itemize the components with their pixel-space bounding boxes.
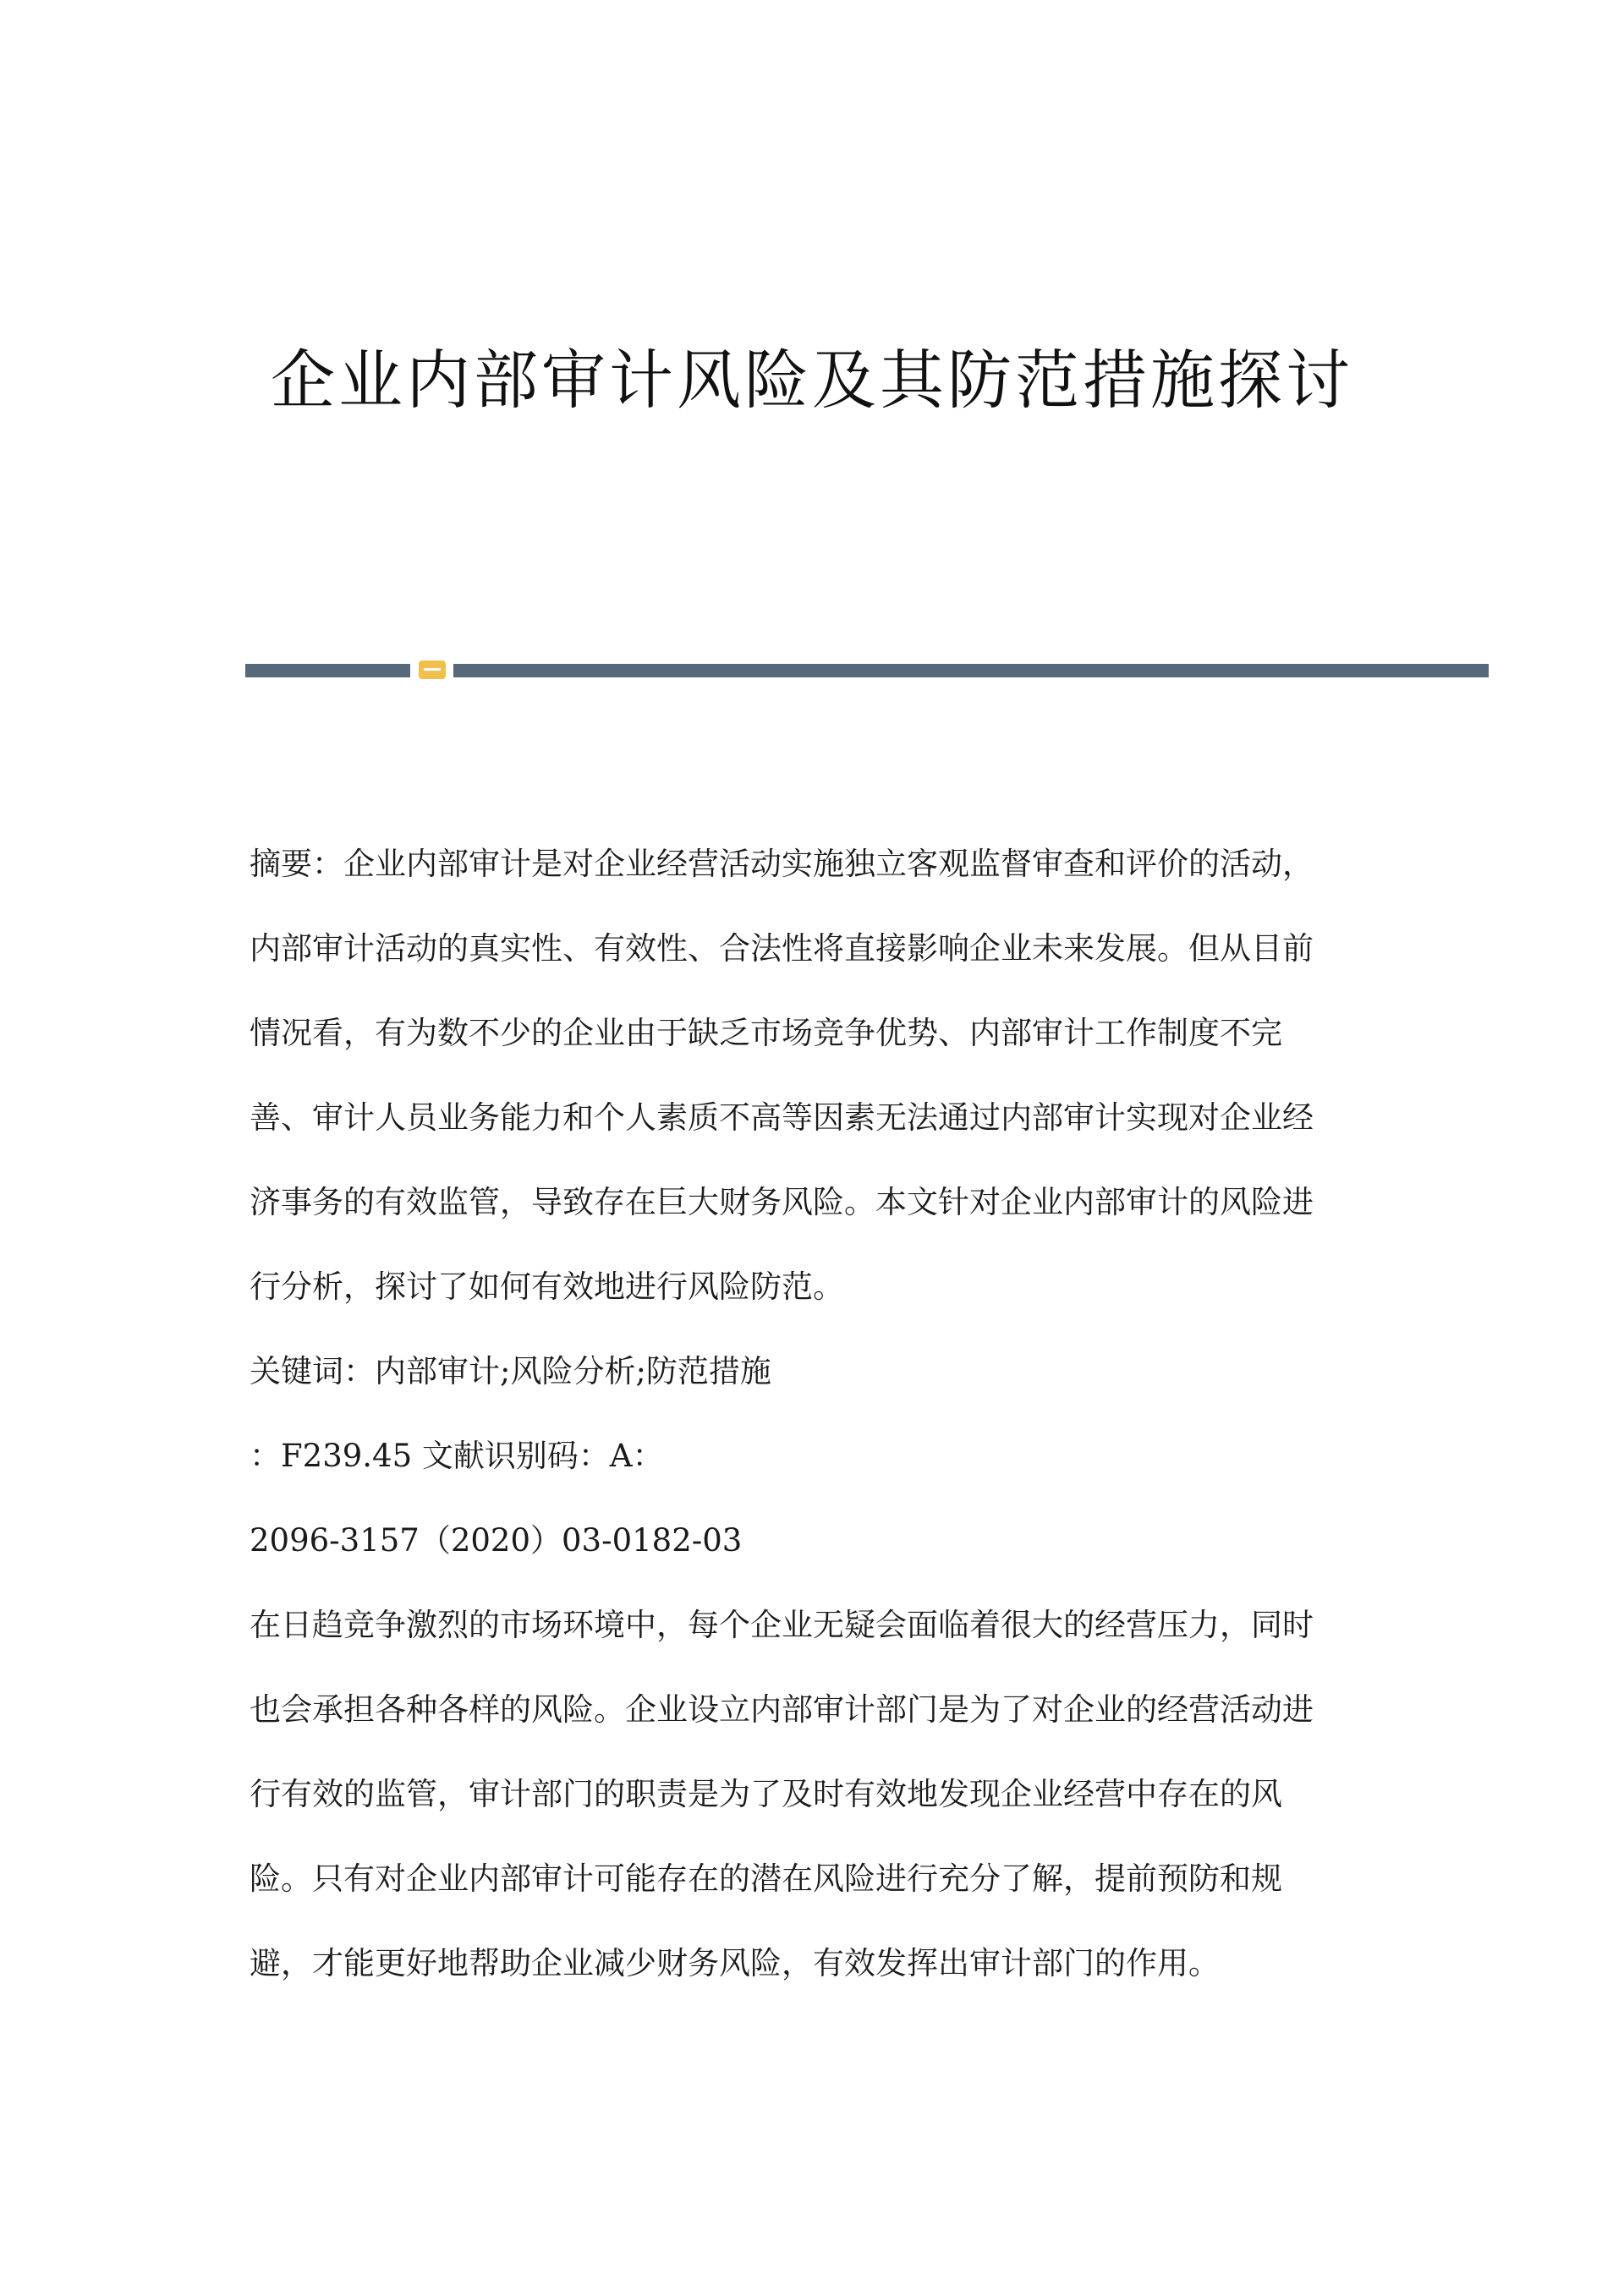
classification-paragraph <box>250 1414 1374 1499</box>
divider-bar-right <box>453 664 1489 677</box>
document-title: 企业内部审计风险及其防范措施探讨 <box>271 342 1353 418</box>
intro-line: 行有效的监管，审计部门的职责是为了及时有效地发现企业经营中存在的风 <box>250 1776 1282 1812</box>
intro-line: 险。只有对企业内部审计可能存在的潜在风险进行充分了解，提前预防和规 <box>250 1860 1282 1897</box>
intro-line: 在日趋竞争激烈的市场环境中，每个企业无疑会面临着很大的经营压力，同时 <box>250 1607 1314 1643</box>
intro-paragraph <box>250 1583 1374 2006</box>
abstract-line: 善、审计人员业务能力和个人素质不高等因素无法通过内部审计实现对企业经 <box>250 1099 1314 1136</box>
abstract-line: 济事务的有效监管，导致存在巨大财务风险。本文针对企业内部审计的风险进 <box>250 1184 1314 1220</box>
article-number-paragraph <box>250 1499 1374 1583</box>
divider-bar-left <box>245 664 410 677</box>
keywords-line: 关键词：内部审计;风险分析;防范措施 <box>250 1353 771 1389</box>
intro-line: 也会承担各种各样的风险。企业设立内部审计部门是为了对企业的经营活动进 <box>250 1691 1314 1728</box>
abstract-line: 情况看，有为数不少的企业由于缺乏市场竞争优势、内部审计工作制度不完 <box>250 1015 1282 1051</box>
abstract-paragraph <box>250 822 1374 1329</box>
divider-marker-icon <box>419 660 446 679</box>
abstract-line: 摘要：企业内部审计是对企业经营活动实施独立客观监督审查和评价的活动， <box>250 846 1314 882</box>
abstract-line: 行分析，探讨了如何有效地进行风险防范。 <box>250 1269 844 1305</box>
title-divider <box>245 664 1489 681</box>
article-number-line: 2096-3157（2020）03-0182-03 <box>250 1522 743 1559</box>
abstract-line: 内部审计活动的真实性、有效性、合法性将直接影响企业未来发展。但从目前 <box>250 930 1314 967</box>
classification-line: ：F239.45 文献识别码：A： <box>250 1438 664 1474</box>
document-body <box>250 822 1374 2006</box>
intro-line: 避，才能更好地帮助企业减少财务风险，有效发挥出审计部门的作用。 <box>250 1945 1220 1981</box>
keywords-paragraph <box>250 1329 1374 1414</box>
